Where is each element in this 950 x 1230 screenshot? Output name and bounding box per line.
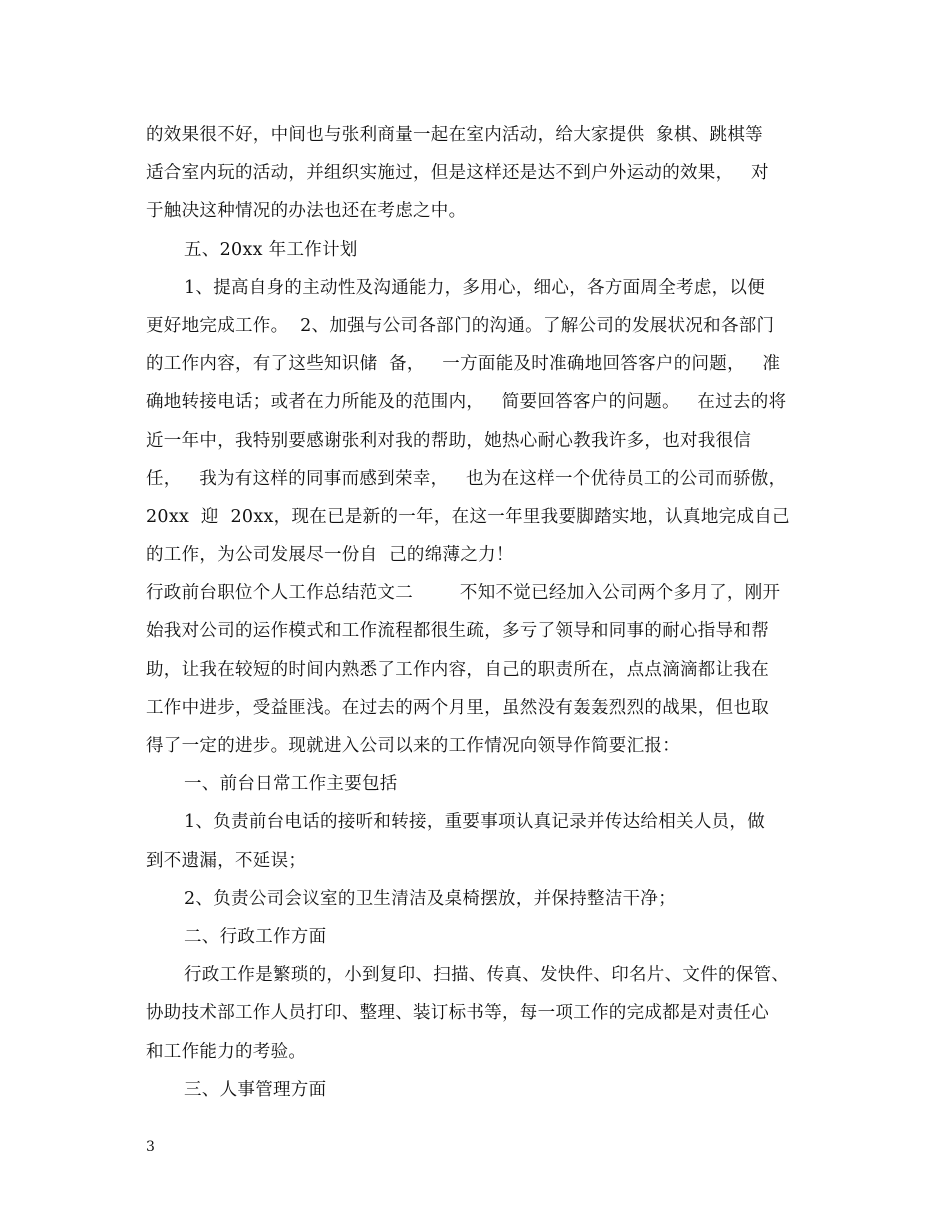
text-line: 助，让我在较短的时间内熟悉了工作内容，自己的职责所在，点点滴滴都让我在 xyxy=(146,659,769,680)
text-line: 近一年中，我特别要感谢张利对我的帮助，她热心耐心教我许多，也对我很信 xyxy=(146,430,752,451)
section-heading: 一、前台日常工作主要包括 xyxy=(184,774,398,795)
text-line: 协助技术部工作人员打印、整理、装订标书等，每一项工作的完成都是对责任心 xyxy=(146,1003,769,1024)
text-line: 于触决这种情况的办法也还在考虑之中。 xyxy=(146,201,467,222)
text-line: 和工作能力的考验。 xyxy=(146,1041,307,1062)
text-line: 更好地完成工作。 2、加强与公司各部门的沟通。了解公司的发展状况和各部门 xyxy=(146,315,775,336)
document-subtitle-line: 行政前台职位个人工作总结范文二 不知不觉已经加入公司两个多月了，刚开 xyxy=(146,583,781,604)
body-text xyxy=(146,116,816,1109)
text-line: 20xx 迎 20xx，现在已是新的一年，在这一年里我要脚踏实地，认真地完成自己 xyxy=(146,506,790,527)
text-line: 到不遗漏，不延误； xyxy=(146,850,307,871)
text-line: 适合室内玩的活动，并组织实施过，但是这样还是达不到户外运动的效果， 对 xyxy=(146,163,769,184)
text-line: 得了一定的进步。现就进入公司以来的工作情况向领导作简要汇报： xyxy=(146,736,680,756)
text-line: 的效果很不好，中间也与张利商量一起在室内活动，给大家提供 象棋、跳棋等 xyxy=(146,125,763,145)
text-line: 任， 我为有这样的同事而感到荣幸， 也为在这样一个优待员工的公司而骄傲， xyxy=(146,468,787,489)
section-heading: 五、20xx 年工作计划 xyxy=(184,239,358,260)
text-line: 的工作，为公司发展尽一份自 己的绵薄之力！ xyxy=(146,545,514,566)
text-line: 1、负责前台电话的接听和转接，重要事项认真记录并传达给相关人员，做 xyxy=(184,812,766,833)
text-line: 1、提高自身的主动性及沟通能力，多用心，细心，各方面周全考虑，以便 xyxy=(184,277,766,298)
page-number: 3 xyxy=(146,1139,155,1155)
text-line: 确地转接电话；或者在力所能及的范围内， 简要回答客户的问题。 在过去的将 xyxy=(146,392,787,413)
text-line: 工作中进步，受益匪浅。在过去的两个月里，虽然没有轰轰烈烈的战果，但也取 xyxy=(146,697,769,718)
section-heading: 三、人事管理方面 xyxy=(184,1079,327,1100)
text-line: 的工作内容，有了这些知识储 备， 一方面能及时准确地回答客户的问题， 准 xyxy=(146,354,781,375)
text-line: 2、负责公司会议室的卫生清洁及桌椅摆放，并保持整洁干净； xyxy=(184,888,677,909)
text-line: 始我对公司的运作模式和工作流程都很生疏，多亏了领导和同事的耐心指导和帮 xyxy=(146,621,769,642)
text-line: 行政工作是繁琐的，小到复印、扫描、传真、发快件、印名片、文件的保管、 xyxy=(184,965,790,986)
section-heading: 二、行政工作方面 xyxy=(184,926,327,947)
